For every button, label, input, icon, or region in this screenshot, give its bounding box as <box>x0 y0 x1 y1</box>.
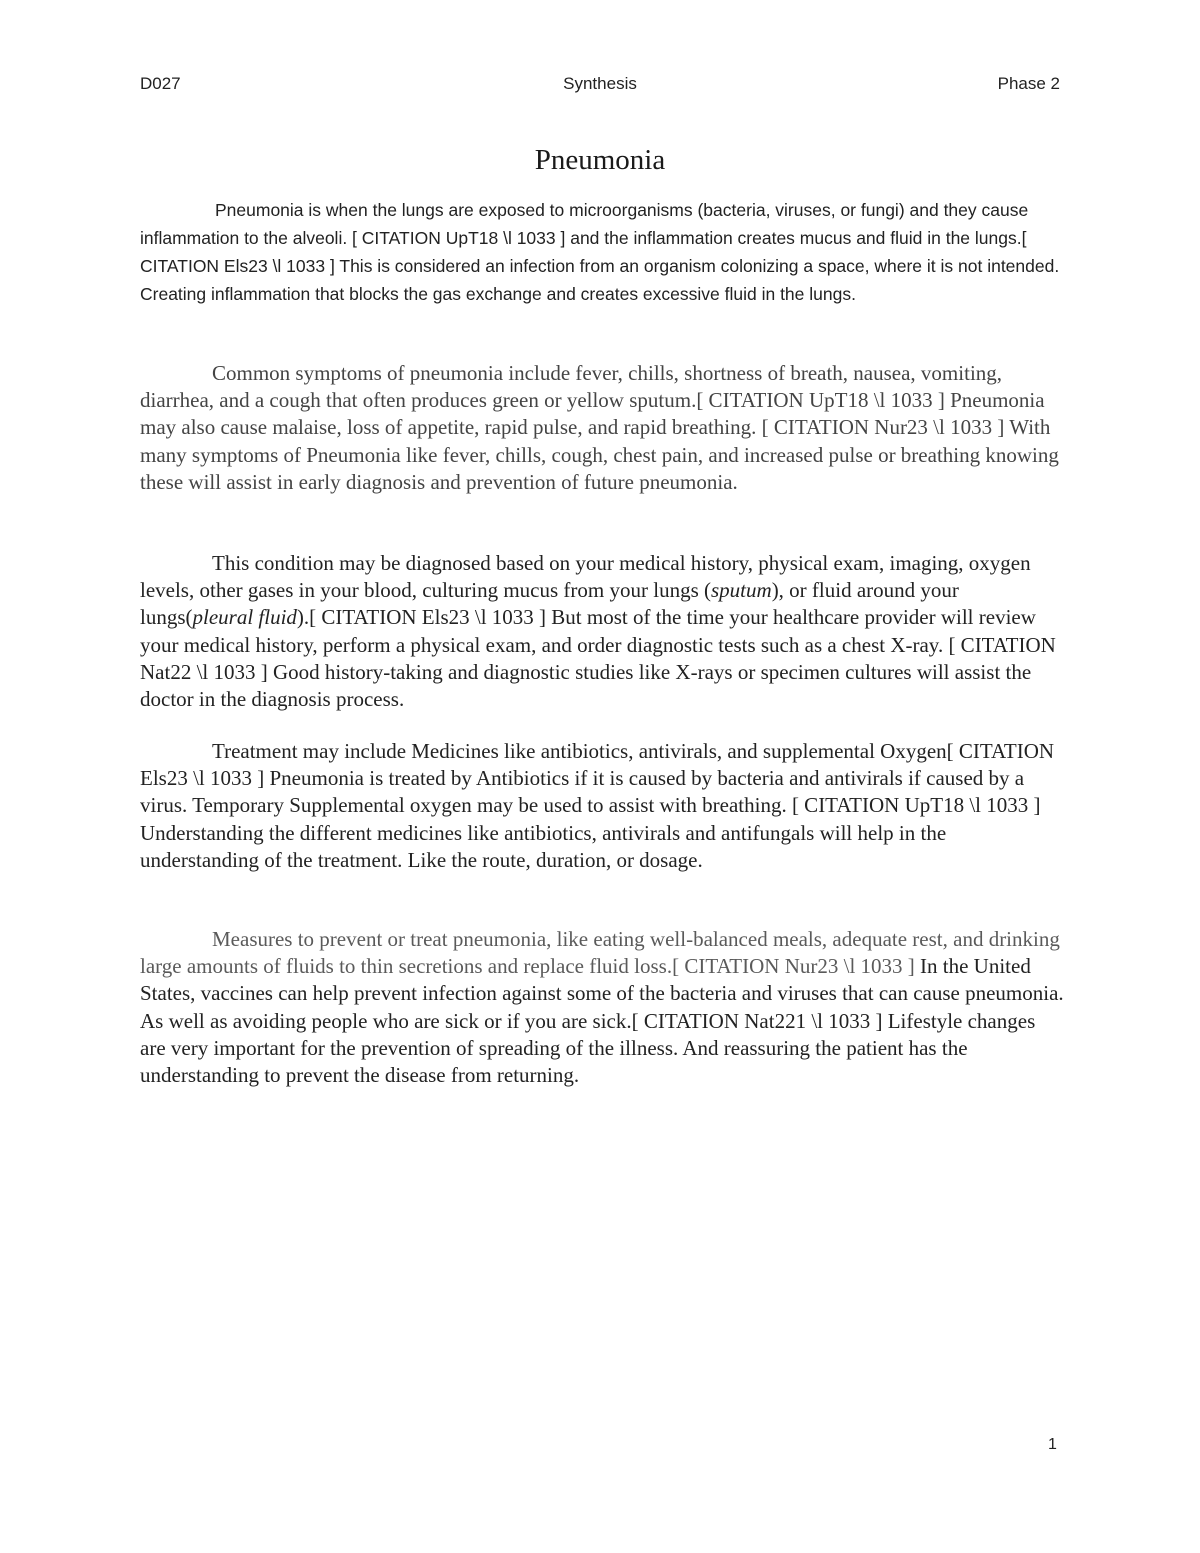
page-header <box>140 74 1060 100</box>
diagnosis-text-3: ).[ CITATION Els23 \l 1033 ] But most of the time your healthcare provider will review your medical history, perform a physical exam, and order diagnostic tests such as a chest X-ray. [ CITATION Nat22 \l 1033 ] Good history-taking and diagnostic studies like X-rays or specimen cultures will assist the doctor in the diagnosis process. <box>140 605 1056 712</box>
paragraph-diagnosis <box>140 550 1065 713</box>
paragraph-treatment: Treatment may include Medicines like antibiotics, antivirals, and supplemental Oxygen[ CITATION Els23 \l 1033 ] Pneumonia is treated by Antibiotics if it is caused by bacteria and antivirals if caused by a virus. Temporary Supplemental oxygen may be used to assist with breathing. [ CITATION UpT18 \l 1033 ] Understanding the different medicines like antibiotics, antivirals and antifungals will help in the understanding of the treatment. Like the route, duration, or dosage. <box>140 739 1055 872</box>
header-course-code: D027 <box>140 74 181 93</box>
header-title: Synthesis <box>563 74 637 93</box>
paragraph-definition: Pneumonia is when the lungs are exposed to microorganisms (bacteria, viruses, or fungi) and they cause inflammation to the alveoli. [ CITATION UpT18 \l 1033 ] and the inflammation creates mucus and fluid in the lungs.[ CITATION Els23 \l 1033 ] This is considered an infection from an organism colonizing a space, where it is not intended. Creating inflammation that blocks the gas exchange and creates excessive fluid in the lungs. <box>140 200 1060 304</box>
term-pleural-fluid: pleural fluid <box>192 605 297 630</box>
prevention-text-dark: In the United States, vaccines can help prevent infection against some of the bacteria and viruses that can cause pneumonia. As well as avoiding people who are sick or if you are sick.[ CITATION Nat221 \l 1033 ] Lifestyle changes are very important for the prevention of spreading of the illness. And reassuring the patient has the understanding to prevent the disease from returning. <box>140 954 1064 1088</box>
term-sputum: sputum <box>711 578 772 603</box>
diagnosis-text-2: ), or fluid around your lungs( <box>140 578 959 630</box>
header-phase: Phase 2 <box>997 74 1060 93</box>
page-number: 1 <box>1048 1436 1057 1453</box>
prevention-text-grey: Measures to prevent or treat pneumonia, like eating well-balanced meals, adequate rest, and drinking large amounts of fluids to thin secretions and replace fluid loss.[ CITATION Nur23 \l 1033 ] <box>140 927 1060 979</box>
document-title: Pneumonia <box>534 144 666 176</box>
paragraph-symptoms: Common symptoms of pneumonia include fever, chills, shortness of breath, nausea, vomiting, diarrhea, and a cough that often produces green or yellow sputum.[ CITATION UpT18 \l 1033 ] Pneumonia may also cause malaise, loss of appetite, rapid pulse, and rapid breathing. [ CITATION Nur23 \l 1033 ] With many symptoms of Pneumonia like fever, chills, cough, chest pain, and increased pulse or breathing knowing these will assist in early diagnosis and prevention of future pneumonia. <box>140 361 1059 494</box>
diagnosis-text-1: This condition may be diagnosed based on your medical history, physical exam, imaging, oxygen levels, other gases in your blood, culturing mucus from your lungs ( <box>140 551 1031 603</box>
paragraph-prevention <box>140 926 1065 1089</box>
